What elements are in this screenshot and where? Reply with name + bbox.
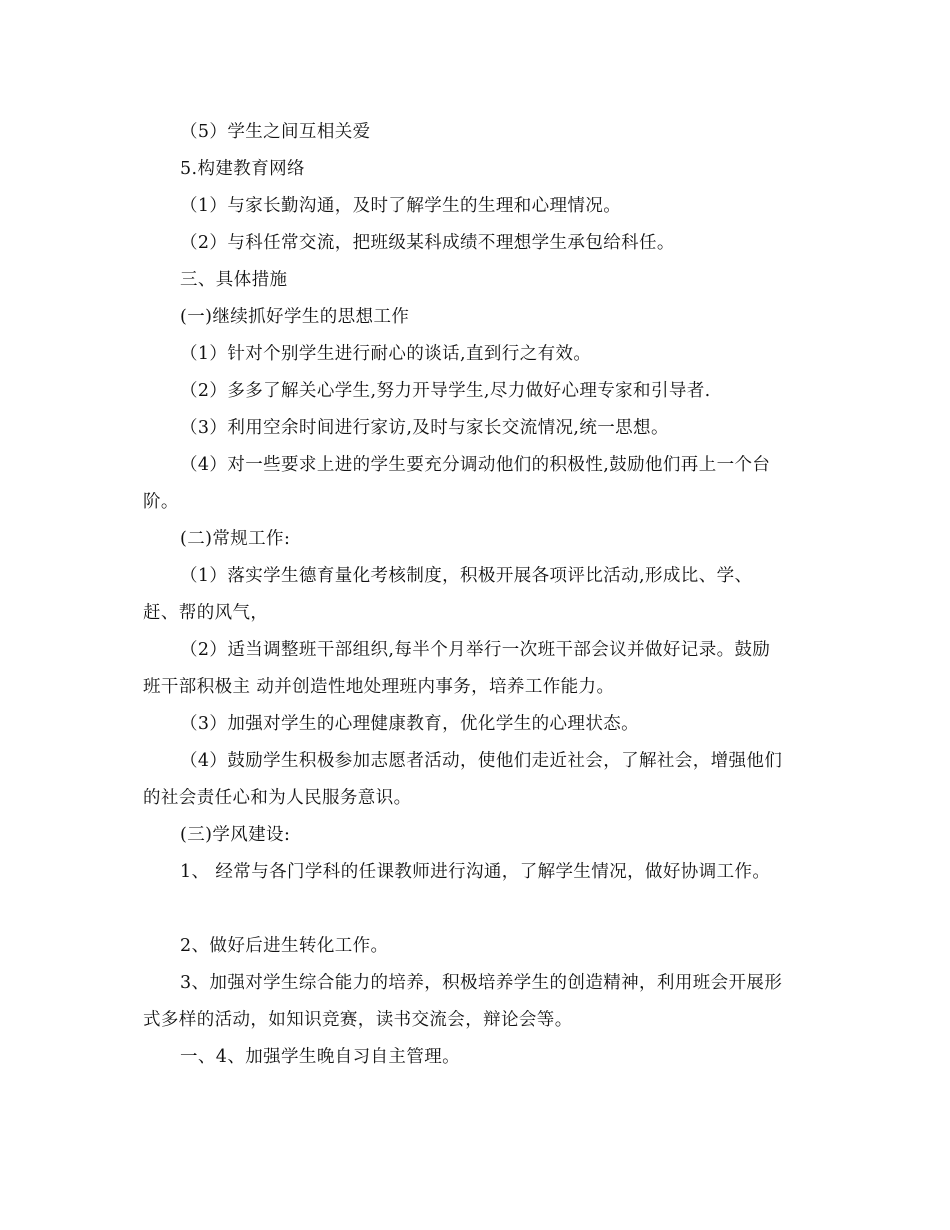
list-item-guide: （2）多多了解关心学生,努力开导学生,尽力做好心理专家和引导者. [180,381,711,401]
list-item-communicate: 1、 经常与各门学科的任课教师进行沟通，了解学生情况，做好协调工作。 [180,862,771,882]
subsection-heading-routine: (二)常规工作: [180,529,291,549]
list-item-encourage: （4）对一些要求上进的学生要充分调动他们的积极性,鼓励他们再上一个台 [180,455,771,475]
list-item-cadres: （2）适当调整班干部组织,每半个月举行一次班干部会议并做好记录。鼓励 [180,640,771,660]
list-item-evening-study: 一、4、加强学生晚自习自主管理。 [180,1047,461,1067]
list-item-cadres-cont: 班干部积极主 动并创造性地处理班内事务，培养工作能力。 [143,677,615,697]
section-heading-measures: 三、具体措施 [180,270,288,290]
list-item-talk: （1）针对个别学生进行耐心的谈话,直到行之有效。 [180,344,592,364]
list-item-volunteer-cont: 的社会责任心和为人民服务意识。 [143,788,412,808]
list-item-assessment: （1）落实学生德育量化考核制度，积极开展各项评比活动,形成比、学、 [180,566,753,586]
document-body [143,114,813,1076]
blank-line [143,891,813,928]
list-item-abilities: 3、加强对学生综合能力的培养，积极培养学生的创造精神，利用班会开展形 [180,973,783,993]
list-item-mental-health: （3）加强对学生的心理健康教育，优化学生的心理状态。 [180,714,640,734]
subsection-heading-thinking: (一)继续抓好学生的思想工作 [180,307,410,327]
list-item-care: （5）学生之间互相关爱 [180,122,371,142]
list-item-parents: （1）与家长勤沟通，及时了解学生的生理和心理情况。 [180,196,622,216]
list-item-encourage-cont: 阶。 [143,492,179,512]
section-heading-network: 5.构建教育网络 [180,159,305,179]
list-item-volunteer: （4）鼓励学生积极参加志愿者活动，使他们走近社会，了解社会，增强他们 [180,751,783,771]
subsection-heading-study: (三)学风建设: [180,825,291,845]
list-item-visit: （3）利用空余时间进行家访,及时与家长交流情况,统一思想。 [180,418,669,438]
list-item-abilities-cont: 式多样的活动，如知识竞赛，读书交流会，辩论会等。 [143,1010,573,1030]
list-item-assessment-cont: 赶、帮的风气， [143,603,269,623]
list-item-teachers: （2）与科任常交流，把班级某科成绩不理想学生承包给科任。 [180,233,675,253]
list-item-underachievers: 2、做好后进生转化工作。 [180,936,389,956]
